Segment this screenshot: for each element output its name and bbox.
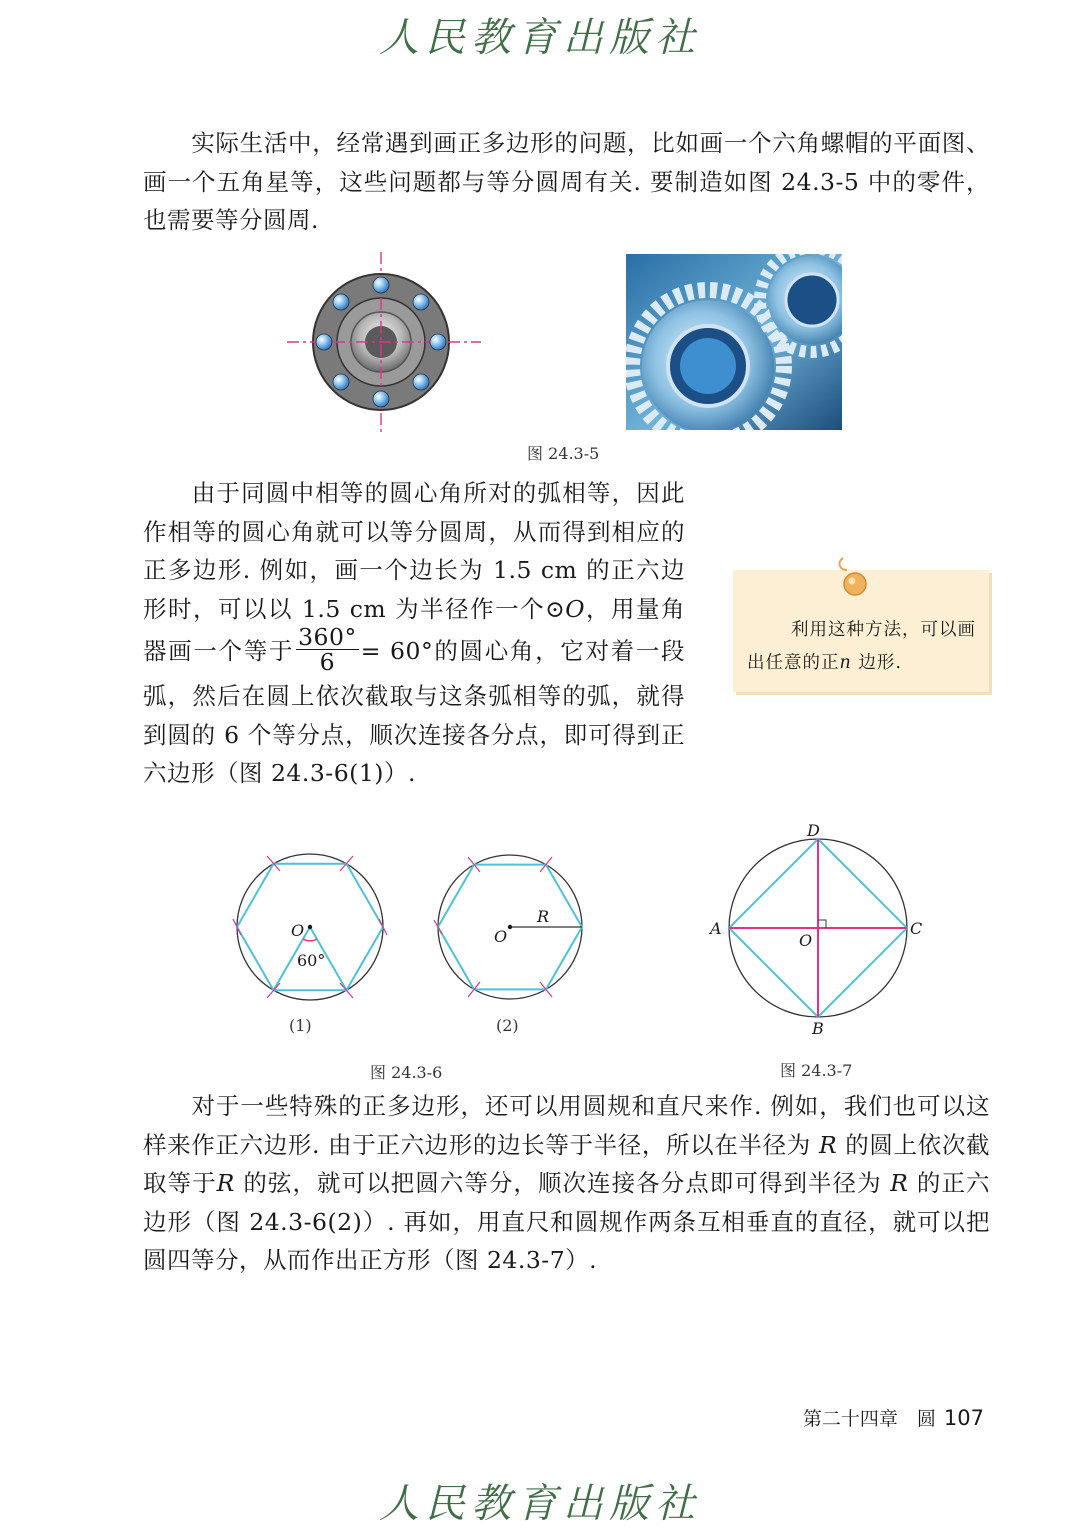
figure-square xyxy=(705,820,935,1042)
chapter-title: 第二十四章 圆 xyxy=(802,1408,936,1430)
paragraph-intro: 实际生活中，经常遇到画正多边形的问题，比如画一个六角螺帽的平面图、画一个五角星等，这些问题都与等分圆周有关. 要制造如图 24.3-5 中的零件，也需要等分圆周. xyxy=(143,129,990,234)
publisher-watermark-top: 人民教育出版社 xyxy=(379,15,701,61)
subfigure-label: (1) xyxy=(289,1016,312,1035)
figure-caption: 图 24.3-5 xyxy=(527,444,600,463)
gear-photo xyxy=(626,254,842,430)
figure-caption: 图 24.3-7 xyxy=(780,1061,853,1080)
label-center: O xyxy=(494,927,508,946)
label-point-b: B xyxy=(812,1019,824,1038)
bolt-hole xyxy=(316,334,332,350)
bolt-hole xyxy=(333,374,349,390)
label-center: O xyxy=(291,921,305,940)
bolt-hole xyxy=(333,294,349,310)
label-point-a: A xyxy=(710,919,722,938)
label-point-c: C xyxy=(910,919,923,938)
label-point-d: D xyxy=(807,821,820,840)
subfigure-label: (2) xyxy=(496,1016,519,1035)
pin-icon xyxy=(833,556,873,602)
figure-hexagon-2 xyxy=(432,852,592,1002)
margin-note: 利用这种方法，可以画出任意的正n 边形. xyxy=(733,570,989,692)
paragraph-compass-construction: 对于一些特殊的正多边形，还可以用圆规和直尺来作. 例如，我们也可以这样来作正六边形. 由于正六边形的边长等于半径，所以在半径为 R 的圆上依次截取等于R 的弦，就可以把圆六等分，顺次连接各分点即可得到半径为 R 的正六边形（图 24.3-6(2)）. 再如，用直尺和圆规作两条互相垂直的直径，就可以把圆四等分，从而作出正方形（图 24.3-7）. xyxy=(143,1092,990,1274)
publisher-watermark-bottom: 人民教育出版社 xyxy=(379,1481,701,1527)
fraction: $\frac{360^\circ}{6}$ xyxy=(298,623,357,676)
page-footer xyxy=(780,1404,984,1431)
page-number: 107 xyxy=(943,1406,984,1430)
figure-caption: 图 24.3-6 xyxy=(370,1063,443,1082)
paragraph-method: 由于同圆中相等的圆心角所对的弧相等，因此作相等的圆心角就可以等分圆周，从而得到相应的正多边形. 例如，画一个边长为 1.5 cm 的正六边形时，可以以 1.5 cm 为半径作一个⊙O，用量角器画一个等于 $\frac{360^\circ}{6}$ = 60°的圆心角，它对着一段弧，然后在圆上依次截取与这条弧相等的弧，就得到圆的 6 个等分点，顺次连接各分点，即可得到正六边形（图 24.3-6(1)）. xyxy=(143,479,686,787)
label-angle: 60° xyxy=(297,951,326,970)
bolt-hole xyxy=(373,277,389,293)
bolt-hole xyxy=(373,391,389,407)
bolt-hole xyxy=(430,334,446,350)
figure-part-drawing xyxy=(285,252,485,438)
label-radius: R xyxy=(537,907,550,926)
bolt-hole xyxy=(413,374,429,390)
label-center: O xyxy=(799,931,813,950)
figure-hexagon-1 xyxy=(225,852,395,1002)
bolt-hole xyxy=(413,294,429,310)
